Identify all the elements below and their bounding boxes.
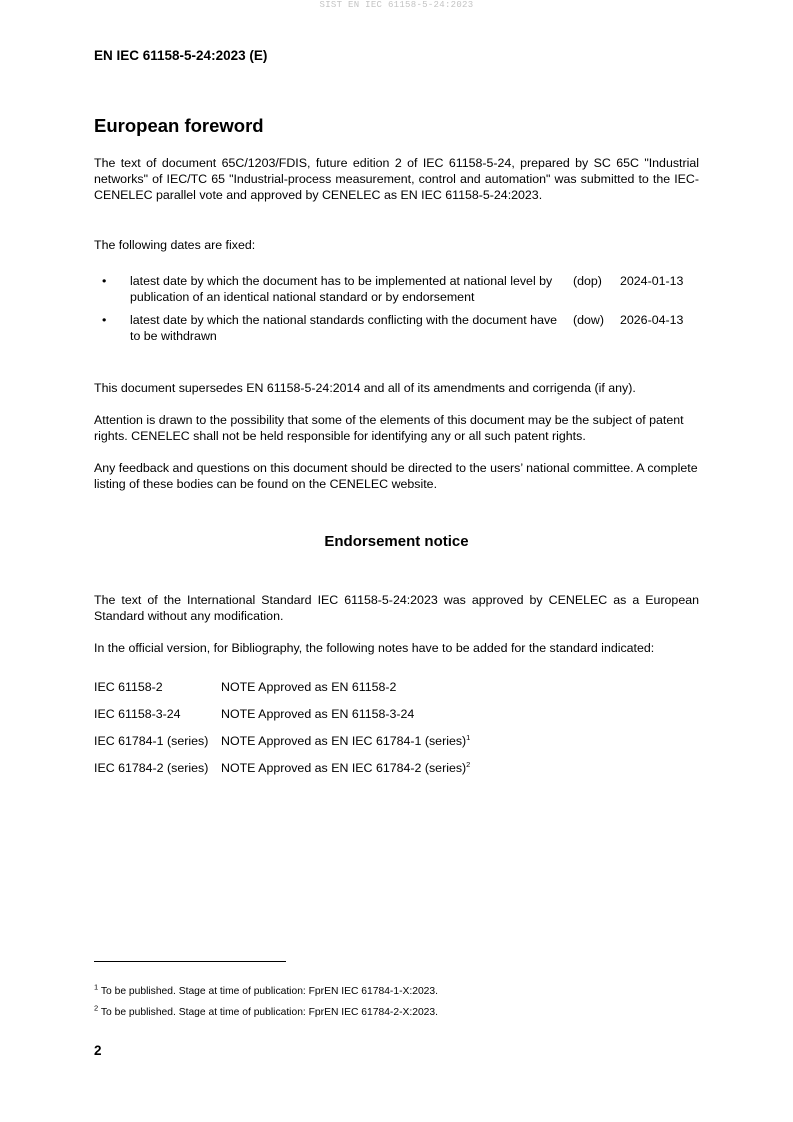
document-id-header: EN IEC 61158-5-24:2023 (E) <box>94 48 268 63</box>
bibliography-ref: IEC 61158-3-24 <box>94 707 181 721</box>
bullet-icon: • <box>102 274 107 288</box>
bibliography-note: NOTE Approved as EN 61158-3-24 <box>221 707 415 721</box>
endorsement-text: The text of the International Standard IEC 61158-5-24:2023 was approved by CENELEC as a European Standard without any modification. <box>94 593 699 624</box>
endorsement-title: Endorsement notice <box>324 533 469 550</box>
date-item-date: 2024-01-13 <box>620 274 684 288</box>
date-item-code: (dop) <box>573 274 602 288</box>
date-item-text: latest date by which the national standards conflicting with the document have to be withdrawn <box>130 313 558 344</box>
attention-paragraph: Attention is drawn to the possibility that some of the elements of this document may be the subject of patent rights. CENELEC shall not be held responsible for identifying any or all such patent rights. <box>94 413 684 444</box>
page-number: 2 <box>94 1043 102 1058</box>
foreword-intro: The text of document 65C/1203/FDIS, future edition 2 of IEC 61158-5-24, prepared by SC 65C "Industrial networks" of IEC/TC 65 "Industrial-process measurement, control and automation" was submitted to the IEC-CENELEC parallel vote and approved by CENELEC as EN IEC 61158-5-24:2023. <box>94 156 699 203</box>
footnote-reference[interactable]: 2 <box>466 759 471 769</box>
footnote-item <box>94 1003 438 1019</box>
watermark: SIST EN IEC 61158-5-24:2023 <box>319 0 474 10</box>
footnote-text: To be published. Stage at time of publication: FprEN IEC 61784-2-X:2023. <box>100 1007 438 1018</box>
bibliography-ref: IEC 61784-1 (series) <box>94 734 209 748</box>
date-item-date: 2026-04-13 <box>620 313 684 327</box>
bibliography-ref: IEC 61158-2 <box>94 680 163 694</box>
foreword-title: European foreword <box>94 115 264 136</box>
bullet-icon: • <box>102 313 107 327</box>
bibliography-note: NOTE Approved as EN 61158-2 <box>221 680 397 694</box>
bibliography-note: NOTE Approved as EN IEC 61784-1 (series)$^1$ <box>221 732 471 748</box>
feedback-paragraph: Any feedback and questions on this document should be directed to the users’ national committee. A complete listing of these bodies can be found on the CENELEC website. <box>94 461 698 492</box>
footnote-reference[interactable]: 1 <box>466 732 471 742</box>
bibliography-intro: In the official version, for Bibliography, the following notes have to be added for the standard indicated: <box>94 641 655 655</box>
footnote-item <box>94 982 438 998</box>
footnote-mark: 2 <box>94 1003 99 1013</box>
date-item-text: latest date by which the document has to be implemented at national level by publication of an identical national standard or by endorsement <box>130 274 553 305</box>
dates-intro: The following dates are fixed: <box>94 238 256 252</box>
supersedes-paragraph: This document supersedes EN 61158-5-24:2014 and all of its amendments and corrigenda (if any). <box>94 381 636 395</box>
bibliography-note: NOTE Approved as EN IEC 61784-2 (series)$^2$ <box>221 759 471 775</box>
bibliography-ref: IEC 61784-2 (series) <box>94 761 209 775</box>
footnote-mark: 1 <box>94 982 99 992</box>
footnote-separator <box>94 961 286 962</box>
footnote-text: To be published. Stage at time of publication: FprEN IEC 61784-1-X:2023. <box>100 986 438 997</box>
date-item-code: (dow) <box>573 313 604 327</box>
